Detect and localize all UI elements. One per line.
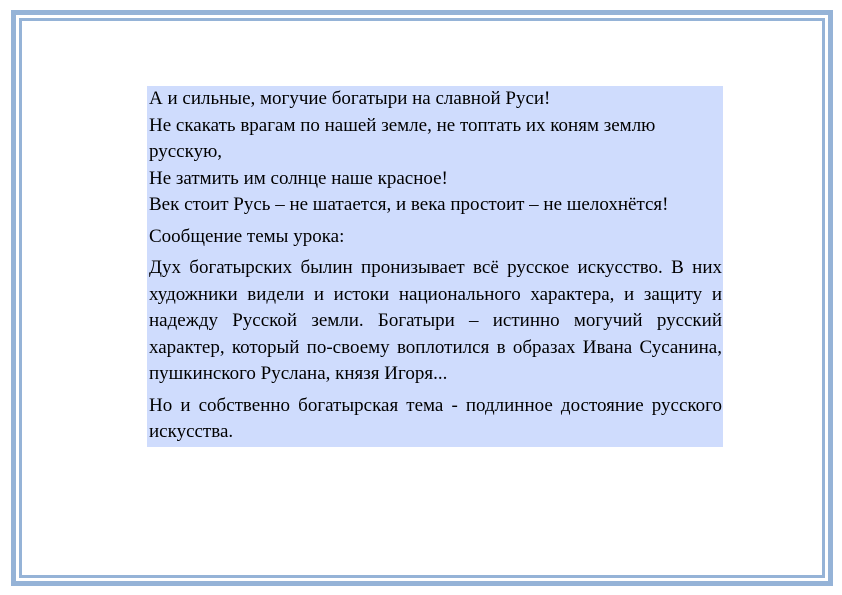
lesson-topic-label: Сообщение темы урока: xyxy=(149,225,345,247)
slide-text-block xyxy=(147,86,723,447)
body-paragraph: Но и собственно богатырская тема - подлинное достояние русского искусства. xyxy=(149,394,722,442)
poem-line: Не скакать врагам по нашей земле, не топтать их коням землю русскую, xyxy=(149,114,656,162)
poem-line: А и сильные, могучие богатыри на славной Руси! xyxy=(149,88,551,109)
poem-line: Век стоит Русь – не шатается, и века простоит – не шелохнётся! xyxy=(149,194,669,215)
poem-line: Не затмить им солнце наше красное! xyxy=(149,167,448,189)
poem xyxy=(149,86,722,219)
body-paragraph: Дух богатырских былин пронизывает всё русское искусство. В них художники видели и истоки национального характера, и защиту и надежду Русской земли. Богатыри – истинно могучий русский характер, который по-своему воплотился в образах Ивана Сусанина, пушкинского Руслана, князя Игоря... xyxy=(149,257,722,384)
